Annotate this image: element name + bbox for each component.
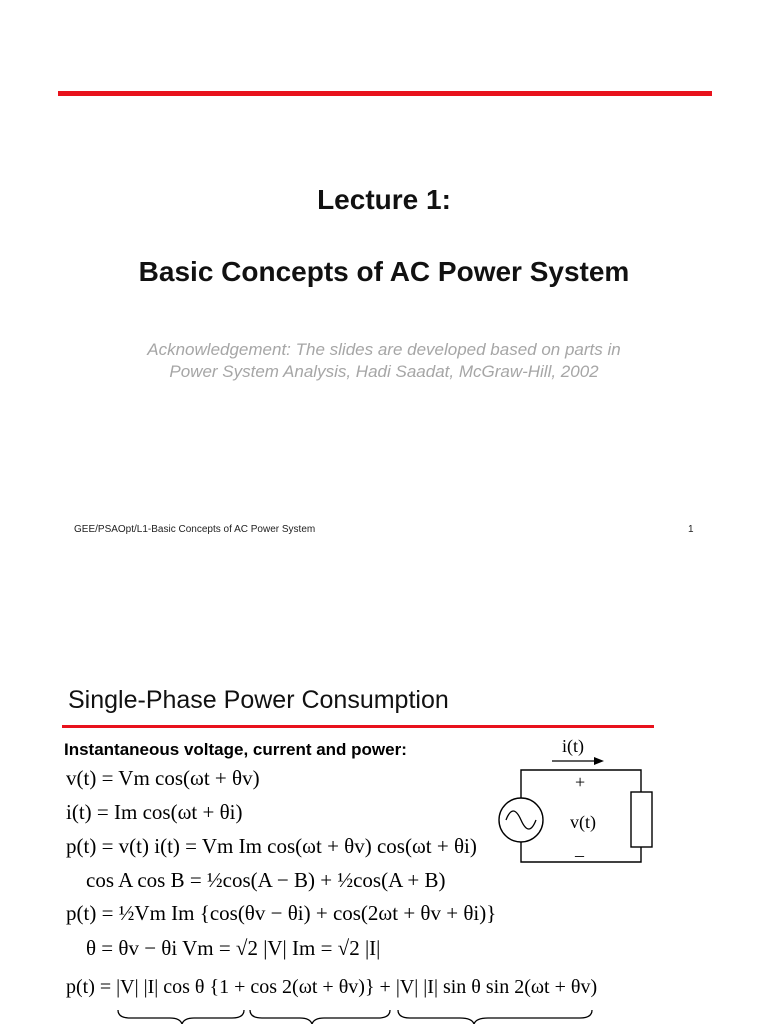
equation-power-expanded: p(t) = ½Vm Im {cos(θv − θi) + cos(2ωt + θv + θi)}	[66, 901, 497, 925]
equation-current: i(t) = Im cos(ωt + θi)	[66, 800, 243, 824]
slide2-subtitle: Instantaneous voltage, current and power:	[64, 740, 407, 759]
circuit-minus-sign: –	[575, 845, 584, 865]
underbraces	[110, 1008, 610, 1024]
slide1-top-red-rule	[58, 91, 712, 96]
equation-power-final: p(t) = |V| |I| cos θ {1 + cos 2(ωt + θv)} + |V| |I| sin θ sin 2(ωt + θv)	[66, 976, 598, 998]
equation-cos-identity: cos A cos B = ½cos(A − B) + ½cos(A + B)	[86, 868, 446, 892]
equation-definitions: θ = θv − θi Vm = √2 |V| Im = √2 |I|	[86, 936, 381, 960]
sine-source-icon	[500, 798, 544, 842]
lecture-number-title: Lecture 1:	[317, 184, 451, 215]
slide2-title-underline	[62, 725, 654, 728]
lecture-title: Basic Concepts of AC Power System	[138, 256, 630, 287]
circuit-current-label: i(t)	[562, 736, 584, 756]
equation-voltage: v(t) = Vm cos(ωt + θv)	[66, 766, 260, 790]
acknowledgement-line-2: Power System Analysis, Hadi Saadat, McGraw-Hill, 2002	[169, 362, 599, 381]
slide-page-number: 1	[688, 524, 694, 535]
acknowledgement-line-1: Acknowledgement: The slides are developed based on parts in	[147, 340, 621, 359]
slide2-title: Single-Phase Power Consumption	[68, 686, 449, 714]
slide-footer-text: GEE/PSAOpt/L1-Basic Concepts of AC Power System	[74, 524, 316, 535]
circuit-voltage-label: v(t)	[570, 812, 596, 832]
circuit-plus-sign: +	[575, 772, 586, 792]
equation-power-product: p(t) = v(t) i(t) = Vm Im cos(ωt + θv) cos(ωt + θi)	[66, 834, 477, 858]
